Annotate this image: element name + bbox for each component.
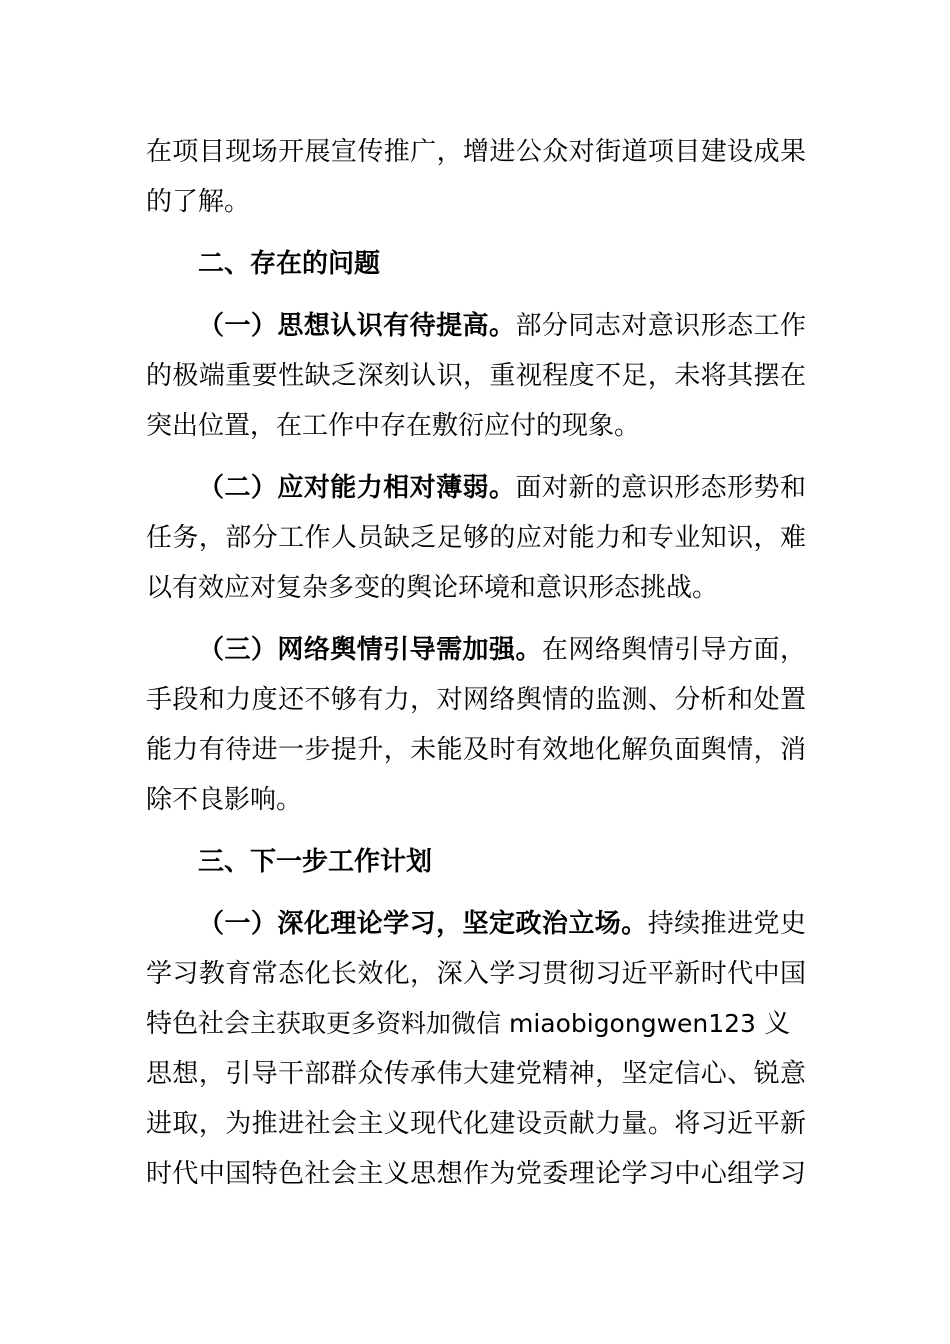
section-heading xyxy=(198,247,806,281)
paragraph-line xyxy=(146,185,806,219)
paragraph-line xyxy=(146,135,806,169)
paragraph-line xyxy=(146,1057,806,1091)
paragraph-line xyxy=(198,633,806,667)
line-text: 能力有待进一步提升，未能及时有效地化解负面舆情，消 xyxy=(146,735,806,765)
paragraph-line xyxy=(146,571,806,605)
paragraph-line xyxy=(146,409,806,443)
subheading-text: （一）深化理论学习，坚定政治立场。 xyxy=(198,909,648,939)
line-text: 在项目现场开展宣传推广，增进公众对街道项目建设成果 xyxy=(146,137,806,167)
paragraph-line xyxy=(146,521,806,555)
line-text: 时代中国特色社会主义思想作为党委理论学习中心组学习 xyxy=(146,1159,806,1189)
heading-text: 二、存在的问题 xyxy=(198,249,381,279)
paragraph-line xyxy=(146,1007,806,1041)
paragraph-line xyxy=(146,1157,806,1191)
paragraph-line xyxy=(146,359,806,393)
line-text: 面对新的意识形态形势和 xyxy=(515,473,806,503)
paragraph-line xyxy=(146,733,806,767)
line-text: 的极端重要性缺乏深刻认识，重视程度不足，未将其摆在 xyxy=(146,361,806,391)
line-text: 除不良影响。 xyxy=(146,785,303,815)
paragraph-line xyxy=(146,683,806,717)
line-text: 思想，引导干部群众传承伟大建党精神，坚定信心、锐意 xyxy=(146,1059,806,1089)
line-text: 部分同志对意识形态工作 xyxy=(515,311,806,341)
line-text: 在网络舆情引导方面， xyxy=(541,635,806,665)
line-text: 任务，部分工作人员缺乏足够的应对能力和专业知识，难 xyxy=(146,523,806,553)
paragraph-line xyxy=(146,1107,806,1141)
paragraph-line xyxy=(146,957,806,991)
subheading-text: （二）应对能力相对薄弱。 xyxy=(198,473,516,503)
heading-text: 三、下一步工作计划 xyxy=(198,847,433,877)
line-text: 以有效应对复杂多变的舆论环境和意识形态挑战。 xyxy=(146,573,719,603)
subheading-text: （一）思想认识有待提高。 xyxy=(198,311,516,341)
line-text: 的了解。 xyxy=(146,187,251,217)
line-text: 手段和力度还不够有力，对网络舆情的监测、分析和处置 xyxy=(146,685,806,715)
line-text: 学习教育常态化长效化，深入学习贯彻习近平新时代中国 xyxy=(146,959,806,989)
paragraph-line xyxy=(146,783,806,817)
line-text: 特色社会主 xyxy=(146,1009,277,1039)
line-text: 持续推进党史 xyxy=(647,909,806,939)
section-heading xyxy=(198,845,806,879)
paragraph-line xyxy=(198,907,806,941)
paragraph-line xyxy=(198,309,806,343)
watermark-text: 获取更多资料加微信 miaobigongwen123 xyxy=(276,1009,756,1038)
line-text: 突出位置，在工作中存在敷衍应付的现象。 xyxy=(146,411,641,441)
line-text: 进取，为推进社会主义现代化建设贡献力量。将习近平新 xyxy=(146,1109,806,1139)
line-text: 义 xyxy=(755,1009,791,1039)
subheading-text: （三）网络舆情引导需加强。 xyxy=(198,635,542,665)
paragraph-line xyxy=(198,471,806,505)
